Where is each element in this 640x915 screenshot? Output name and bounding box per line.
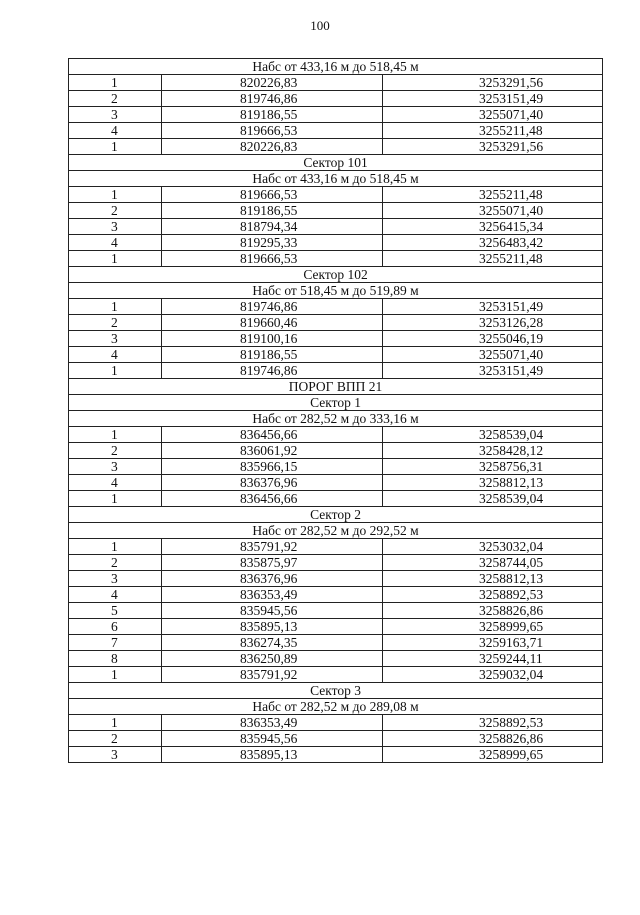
- coordinate-x: 819186,55: [162, 107, 383, 123]
- point-number: 7: [69, 635, 162, 651]
- coordinate-x: 819666,53: [162, 123, 383, 139]
- point-number: 5: [69, 603, 162, 619]
- point-number: 1: [69, 299, 162, 315]
- table-row: [69, 555, 603, 571]
- section-header: Сектор 2: [69, 507, 603, 523]
- coordinate-y: 3253151,49: [383, 91, 603, 107]
- coordinate-y: 3255071,40: [383, 347, 603, 363]
- section-header-row: [69, 379, 603, 395]
- section-header-row: [69, 59, 603, 75]
- coordinate-y: 3258999,65: [383, 619, 603, 635]
- coordinate-x: 819295,33: [162, 235, 383, 251]
- coordinate-y: 3256483,42: [383, 235, 603, 251]
- point-number: 3: [69, 571, 162, 587]
- coordinate-y: 3258812,13: [383, 475, 603, 491]
- coordinate-x: 836061,92: [162, 443, 383, 459]
- coordinates-table-body: [69, 59, 603, 763]
- table-row: [69, 427, 603, 443]
- coordinate-x: 819666,53: [162, 187, 383, 203]
- section-header: ПОРОГ ВПП 21: [69, 379, 603, 395]
- coordinate-x: 835966,15: [162, 459, 383, 475]
- section-header-row: [69, 699, 603, 715]
- point-number: 2: [69, 91, 162, 107]
- point-number: 1: [69, 75, 162, 91]
- coordinate-y: 3255211,48: [383, 123, 603, 139]
- coordinate-y: 3258826,86: [383, 603, 603, 619]
- table-row: [69, 347, 603, 363]
- point-number: 3: [69, 331, 162, 347]
- coordinate-y: 3253291,56: [383, 139, 603, 155]
- point-number: 1: [69, 139, 162, 155]
- section-header: Набс от 433,16 м до 518,45 м: [69, 59, 603, 75]
- coordinate-x: 836456,66: [162, 491, 383, 507]
- coordinate-x: 836274,35: [162, 635, 383, 651]
- table-row: [69, 443, 603, 459]
- page-number: 100: [310, 18, 330, 33]
- table-row: [69, 667, 603, 683]
- point-number: 3: [69, 459, 162, 475]
- point-number: 4: [69, 123, 162, 139]
- table-row: [69, 187, 603, 203]
- coordinate-y: 3255071,40: [383, 107, 603, 123]
- coordinate-x: 836376,96: [162, 475, 383, 491]
- section-header-row: [69, 267, 603, 283]
- coordinate-y: 3258999,65: [383, 747, 603, 763]
- coordinate-x: 819666,53: [162, 251, 383, 267]
- table-row: [69, 139, 603, 155]
- point-number: 2: [69, 203, 162, 219]
- table-row: [69, 571, 603, 587]
- section-header: Набс от 282,52 м до 292,52 м: [69, 523, 603, 539]
- section-header-row: [69, 171, 603, 187]
- coordinate-y: 3255071,40: [383, 203, 603, 219]
- coordinate-y: 3258892,53: [383, 587, 603, 603]
- coordinate-x: 819660,46: [162, 315, 383, 331]
- table-row: [69, 235, 603, 251]
- table-row: [69, 651, 603, 667]
- point-number: 1: [69, 539, 162, 555]
- table-row: [69, 363, 603, 379]
- coordinate-y: 3259163,71: [383, 635, 603, 651]
- coordinate-x: 836353,49: [162, 715, 383, 731]
- coordinate-x: 835945,56: [162, 603, 383, 619]
- point-number: 6: [69, 619, 162, 635]
- table-row: [69, 635, 603, 651]
- table-row: [69, 715, 603, 731]
- coordinate-y: 3255046,19: [383, 331, 603, 347]
- point-number: 4: [69, 347, 162, 363]
- coordinate-y: 3258756,31: [383, 459, 603, 475]
- coordinate-x: 835895,13: [162, 619, 383, 635]
- coordinate-x: 819746,86: [162, 91, 383, 107]
- section-header: Сектор 101: [69, 155, 603, 171]
- point-number: 2: [69, 555, 162, 571]
- coordinate-y: 3259244,11: [383, 651, 603, 667]
- coordinates-table: [68, 58, 603, 763]
- coordinate-y: 3253151,49: [383, 363, 603, 379]
- coordinate-x: 819186,55: [162, 347, 383, 363]
- point-number: 4: [69, 475, 162, 491]
- section-header-row: [69, 283, 603, 299]
- point-number: 1: [69, 667, 162, 683]
- point-number: 1: [69, 187, 162, 203]
- section-header-row: [69, 411, 603, 427]
- section-header-row: [69, 507, 603, 523]
- coordinate-x: 820226,83: [162, 75, 383, 91]
- table-row: [69, 459, 603, 475]
- coordinate-y: 3255211,48: [383, 251, 603, 267]
- point-number: 1: [69, 491, 162, 507]
- coordinate-x: 819186,55: [162, 203, 383, 219]
- coordinate-y: 3258428,12: [383, 443, 603, 459]
- point-number: 1: [69, 715, 162, 731]
- coordinate-y: 3258812,13: [383, 571, 603, 587]
- coordinate-y: 3253126,28: [383, 315, 603, 331]
- point-number: 2: [69, 731, 162, 747]
- table-row: [69, 603, 603, 619]
- table-row: [69, 731, 603, 747]
- coordinate-y: 3256415,34: [383, 219, 603, 235]
- table-row: [69, 475, 603, 491]
- coordinate-y: 3255211,48: [383, 187, 603, 203]
- point-number: 2: [69, 443, 162, 459]
- section-header-row: [69, 395, 603, 411]
- coordinate-y: 3258892,53: [383, 715, 603, 731]
- coordinate-x: 819100,16: [162, 331, 383, 347]
- coordinate-y: 3258826,86: [383, 731, 603, 747]
- coordinate-x: 820226,83: [162, 139, 383, 155]
- coordinate-x: 835895,13: [162, 747, 383, 763]
- table-row: [69, 91, 603, 107]
- table-row: [69, 203, 603, 219]
- coordinate-x: 818794,34: [162, 219, 383, 235]
- coordinate-y: 3253151,49: [383, 299, 603, 315]
- table-row: [69, 587, 603, 603]
- section-header: Набс от 518,45 м до 519,89 м: [69, 283, 603, 299]
- point-number: 3: [69, 219, 162, 235]
- section-header: Набс от 433,16 м до 518,45 м: [69, 171, 603, 187]
- table-row: [69, 747, 603, 763]
- coordinate-y: 3259032,04: [383, 667, 603, 683]
- point-number: 1: [69, 363, 162, 379]
- table-row: [69, 123, 603, 139]
- section-header-row: [69, 523, 603, 539]
- coordinate-x: 835791,92: [162, 667, 383, 683]
- coordinate-x: 836456,66: [162, 427, 383, 443]
- coordinate-x: 835945,56: [162, 731, 383, 747]
- coordinate-y: 3258539,04: [383, 427, 603, 443]
- table-row: [69, 491, 603, 507]
- point-number: 1: [69, 427, 162, 443]
- point-number: 4: [69, 235, 162, 251]
- coordinate-y: 3253032,04: [383, 539, 603, 555]
- section-header: Сектор 3: [69, 683, 603, 699]
- point-number: 3: [69, 107, 162, 123]
- point-number: 2: [69, 315, 162, 331]
- section-header: Сектор 102: [69, 267, 603, 283]
- point-number: 8: [69, 651, 162, 667]
- coordinate-x: 836250,89: [162, 651, 383, 667]
- table-row: [69, 619, 603, 635]
- point-number: 3: [69, 747, 162, 763]
- section-header-row: [69, 155, 603, 171]
- table-row: [69, 299, 603, 315]
- coordinate-y: 3258539,04: [383, 491, 603, 507]
- coordinate-x: 819746,86: [162, 299, 383, 315]
- section-header-row: [69, 683, 603, 699]
- point-number: 1: [69, 251, 162, 267]
- table-row: [69, 219, 603, 235]
- coordinate-x: 835875,97: [162, 555, 383, 571]
- section-header: Сектор 1: [69, 395, 603, 411]
- coordinate-x: 836376,96: [162, 571, 383, 587]
- coordinate-y: 3258744,05: [383, 555, 603, 571]
- section-header: Набс от 282,52 м до 289,08 м: [69, 699, 603, 715]
- coordinate-x: 836353,49: [162, 587, 383, 603]
- table-row: [69, 75, 603, 91]
- section-header: Набс от 282,52 м до 333,16 м: [69, 411, 603, 427]
- table-row: [69, 251, 603, 267]
- coordinate-x: 835791,92: [162, 539, 383, 555]
- point-number: 4: [69, 587, 162, 603]
- table-row: [69, 539, 603, 555]
- coordinate-x: 819746,86: [162, 363, 383, 379]
- table-row: [69, 315, 603, 331]
- coordinate-y: 3253291,56: [383, 75, 603, 91]
- table-row: [69, 107, 603, 123]
- table-row: [69, 331, 603, 347]
